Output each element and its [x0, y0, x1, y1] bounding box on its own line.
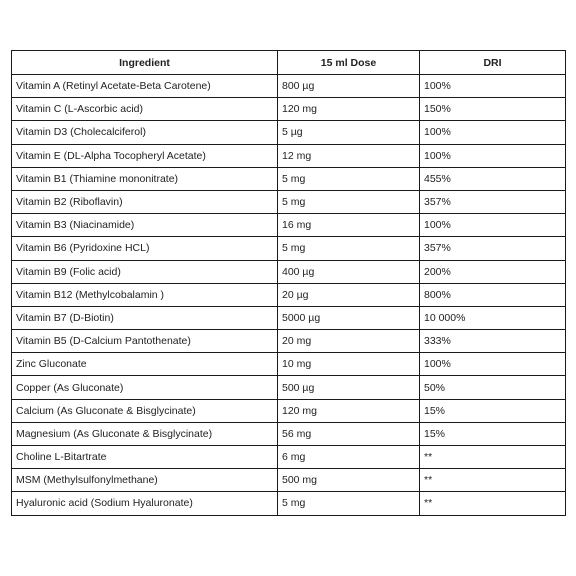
- ingredient-table: [11, 50, 566, 516]
- table-row: [12, 283, 566, 306]
- table-row: [12, 376, 566, 399]
- cell-ingredient: Vitamin B7 (D-Biotin): [12, 306, 278, 329]
- cell-dri: 10 000%: [420, 306, 566, 329]
- cell-ingredient: Vitamin B2 (Riboflavin): [12, 190, 278, 213]
- cell-ingredient: Vitamin B12 (Methylcobalamin ): [12, 283, 278, 306]
- cell-dri: **: [420, 492, 566, 515]
- table-row: [12, 469, 566, 492]
- table-row: [12, 306, 566, 329]
- cell-dri: 357%: [420, 237, 566, 260]
- cell-dose: 5 mg: [278, 190, 420, 213]
- cell-ingredient: Vitamin D3 (Cholecalciferol): [12, 121, 278, 144]
- header-ingredient: Ingredient: [12, 51, 278, 75]
- cell-dose: 800 µg: [278, 75, 420, 98]
- cell-dri: 50%: [420, 376, 566, 399]
- cell-dri: 100%: [420, 144, 566, 167]
- cell-dri: 800%: [420, 283, 566, 306]
- table-header-row: [12, 51, 566, 75]
- cell-dose: 500 mg: [278, 469, 420, 492]
- cell-ingredient: Vitamin E (DL-Alpha Tocopheryl Acetate): [12, 144, 278, 167]
- table-row: [12, 237, 566, 260]
- cell-ingredient: Magnesium (As Gluconate & Bisglycinate): [12, 422, 278, 445]
- cell-ingredient: Choline L-Bitartrate: [12, 446, 278, 469]
- cell-dri: 150%: [420, 98, 566, 121]
- cell-dri: 15%: [420, 399, 566, 422]
- cell-ingredient: Copper (As Gluconate): [12, 376, 278, 399]
- cell-dri: 15%: [420, 422, 566, 445]
- cell-dose: 12 mg: [278, 144, 420, 167]
- table-row: [12, 167, 566, 190]
- cell-dri: 100%: [420, 214, 566, 237]
- cell-dose: 5 mg: [278, 237, 420, 260]
- cell-ingredient: Vitamin C (L-Ascorbic acid): [12, 98, 278, 121]
- table-row: [12, 121, 566, 144]
- cell-dri: 100%: [420, 75, 566, 98]
- table-row: [12, 422, 566, 445]
- cell-dose: 10 mg: [278, 353, 420, 376]
- cell-ingredient: Vitamin B1 (Thiamine mononitrate): [12, 167, 278, 190]
- cell-dose: 16 mg: [278, 214, 420, 237]
- table-row: [12, 492, 566, 515]
- cell-ingredient: Vitamin B3 (Niacinamide): [12, 214, 278, 237]
- header-dose: 15 ml Dose: [278, 51, 420, 75]
- cell-ingredient: Zinc Gluconate: [12, 353, 278, 376]
- cell-dri: 200%: [420, 260, 566, 283]
- cell-dri: **: [420, 469, 566, 492]
- cell-dose: 6 mg: [278, 446, 420, 469]
- cell-dose: 400 µg: [278, 260, 420, 283]
- table-row: [12, 353, 566, 376]
- table-row: [12, 446, 566, 469]
- table-row: [12, 214, 566, 237]
- cell-ingredient: Vitamin B5 (D-Calcium Pantothenate): [12, 330, 278, 353]
- table-row: [12, 144, 566, 167]
- ingredient-table-container: [11, 50, 565, 516]
- cell-dose: 120 mg: [278, 399, 420, 422]
- cell-dri: 333%: [420, 330, 566, 353]
- table-row: [12, 190, 566, 213]
- table-row: [12, 330, 566, 353]
- cell-dri: **: [420, 446, 566, 469]
- table-row: [12, 98, 566, 121]
- cell-dri: 100%: [420, 353, 566, 376]
- cell-dose: 20 µg: [278, 283, 420, 306]
- cell-dri: 357%: [420, 190, 566, 213]
- cell-dri: 100%: [420, 121, 566, 144]
- cell-ingredient: Vitamin A (Retinyl Acetate-Beta Carotene): [12, 75, 278, 98]
- cell-ingredient: Vitamin B9 (Folic acid): [12, 260, 278, 283]
- cell-ingredient: MSM (Methylsulfonylmethane): [12, 469, 278, 492]
- table-row: [12, 399, 566, 422]
- cell-ingredient: Hyaluronic acid (Sodium Hyaluronate): [12, 492, 278, 515]
- table-body: [12, 75, 566, 516]
- table-row: [12, 75, 566, 98]
- cell-dose: 5 mg: [278, 167, 420, 190]
- cell-dose: 5 mg: [278, 492, 420, 515]
- cell-dose: 120 mg: [278, 98, 420, 121]
- cell-dose: 500 µg: [278, 376, 420, 399]
- cell-ingredient: Vitamin B6 (Pyridoxine HCL): [12, 237, 278, 260]
- cell-dose: 5 µg: [278, 121, 420, 144]
- cell-dri: 455%: [420, 167, 566, 190]
- cell-dose: 20 mg: [278, 330, 420, 353]
- cell-dose: 5000 µg: [278, 306, 420, 329]
- header-dri: DRI: [420, 51, 566, 75]
- table-row: [12, 260, 566, 283]
- cell-ingredient: Calcium (As Gluconate & Bisglycinate): [12, 399, 278, 422]
- cell-dose: 56 mg: [278, 422, 420, 445]
